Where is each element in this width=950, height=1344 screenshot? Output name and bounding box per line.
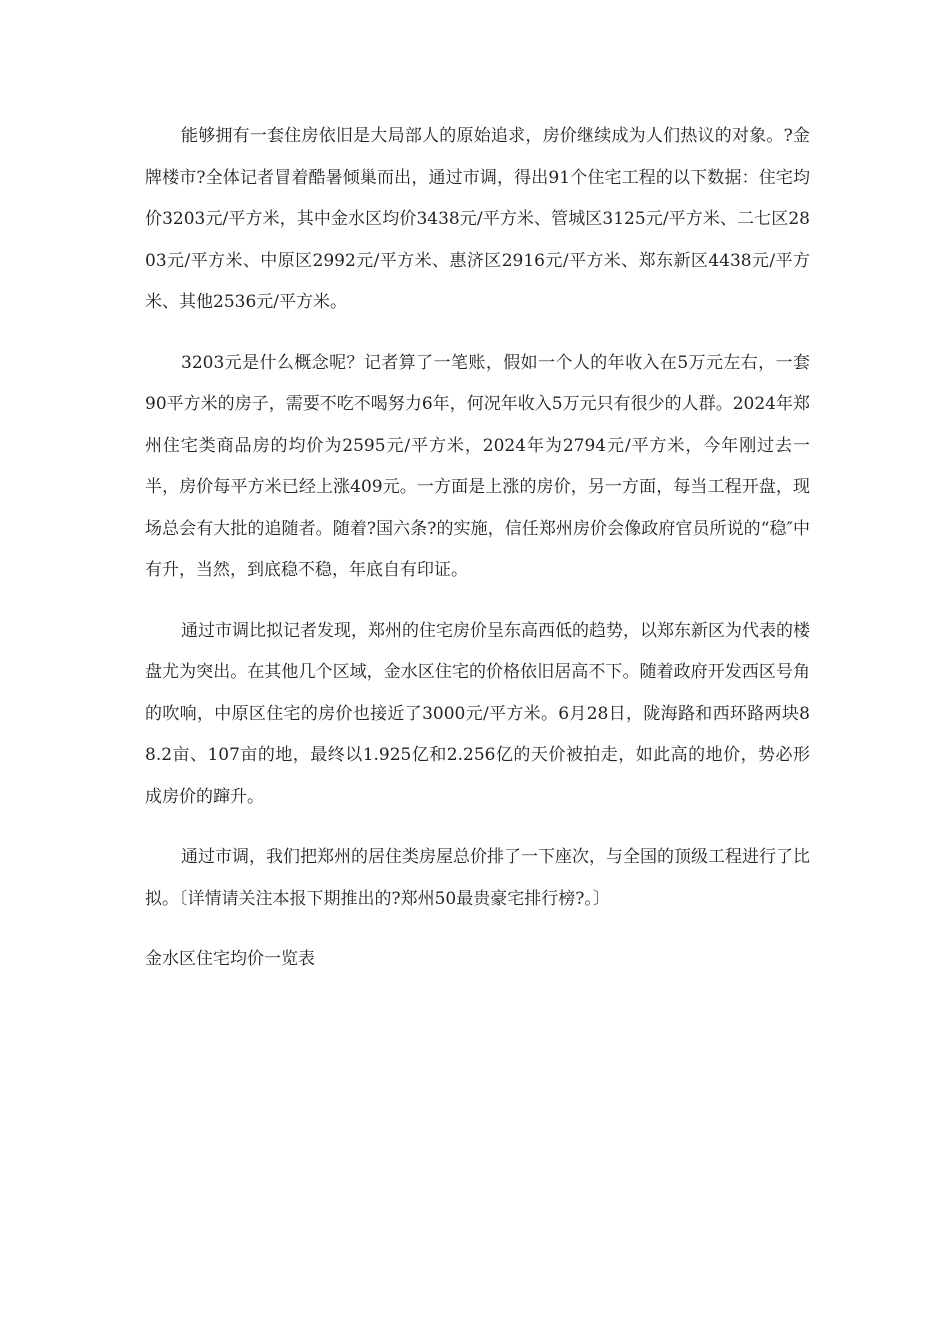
- table-title: 金水区住宅均价一览表: [145, 949, 315, 969]
- paragraph-2: 3203元是什么概念呢？记者算了一笔账，假如一个人的年收入在5万元左右，一套 90平方米的房子，需要不吃不喝努力6年，何况年收入5万元只有很少的人群。2024年郑州住宅类商品房的均价为2595元/平方米，2024年为2794元/平方米，今年刚过去一半，房价每平方米已经上涨409元。一方面是上涨的房价，另一方面，每当工程开盘，现场总会有大批的追随者。随着?国六条?的实施，信任郑州房价会像政府官员所说的“稳″中有升，当然，到底稳不稳，年底自有印证。: [145, 352, 810, 580]
- paragraph-1: 能够拥有一套住房依旧是大局部人的原始追求，房价继续成为人们热议的对象。?金牌楼市?全体记者冒着酷暑倾巢而出，通过市调，得出91个住宅工程的以下数据：住宅均价3203元/平方米，其中金水区均价3438元/平方米、管城区3125元/平方米、二七区2803元/平方米、中原区2992元/平方米、惠济区2916元/平方米、郑东新区4438元/平方米、其他2536元/平方米。: [145, 126, 810, 312]
- document-body: [145, 116, 810, 981]
- paragraph-4: 通过市调，我们把郑州的居住类房屋总价排了一下座次，与全国的顶级工程进行了比拟。〔详情请关注本报下期推出的?郑州50最贵豪宅排行榜?。〕: [145, 847, 810, 909]
- paragraph-3: 通过市调比拟记者发现，郑州的住宅房价呈东高西低的趋势，以郑东新区为代表的楼盘尤为突出。在其他几个区域，金水区住宅的价格依旧居高不下。随着政府开发西区号角的吹响，中原区住宅的房价也接近了3000元/平方米。6月28日，陇海路和西环路两块88.2亩、107亩的地，最终以1.925亿和2.256亿的天价被拍走，如此高的地价，势必形成房价的蹿升。: [145, 620, 810, 807]
